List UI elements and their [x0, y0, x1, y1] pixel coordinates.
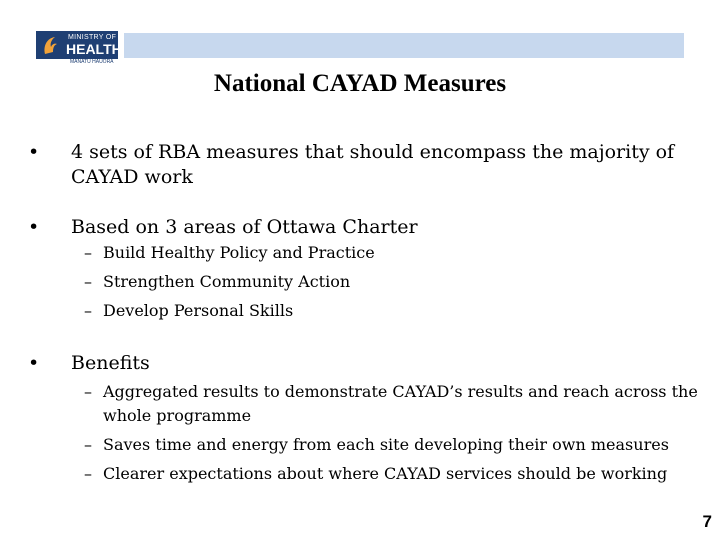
page-number: 7	[702, 512, 712, 531]
bullet-marker: •	[28, 352, 40, 374]
bullet-item	[28, 215, 708, 240]
logo-ministry-of: MINISTRY OF	[68, 34, 117, 41]
bullet-text: 4 sets of RBA measures that should encompass the majority of CAYAD work	[71, 141, 675, 188]
sub-bullet-text: Strengthen Community Action	[103, 272, 351, 291]
logo-subtitle: MANATŪ HAUORA	[70, 59, 114, 65]
sub-bullet-text: Clearer expectations about where CAYAD services should be working	[103, 464, 668, 483]
dash-marker: –	[84, 382, 92, 401]
slide-title: National CAYAD Measures	[213, 70, 507, 97]
dash-marker: –	[84, 272, 92, 291]
sub-bullet-text: Build Healthy Policy and Practice	[103, 243, 375, 262]
sub-bullet-item	[28, 241, 708, 265]
sub-bullet-item	[28, 433, 708, 457]
bullet-marker: •	[28, 216, 40, 238]
logo-health: HEALTH	[66, 41, 122, 57]
sub-bullet-text: Aggregated results to demonstrate CAYAD’s results and reach across the whole programme	[103, 382, 698, 425]
bullet-marker: •	[28, 141, 40, 163]
header-band	[124, 33, 684, 58]
sub-bullet-item	[28, 462, 708, 486]
slide-content	[28, 140, 708, 486]
sub-bullet-item	[28, 270, 708, 294]
dash-marker: –	[84, 435, 92, 454]
sub-bullet-item	[28, 380, 708, 428]
sub-bullet-text: Saves time and energy from each site developing their own measures	[103, 435, 669, 454]
bullet-item	[28, 351, 708, 376]
ministry-of-health-logo	[36, 31, 122, 59]
bullet-item	[28, 140, 708, 190]
dash-marker: –	[84, 243, 92, 262]
sub-bullet-item	[28, 299, 708, 323]
dash-marker: –	[84, 464, 92, 483]
dash-marker: –	[84, 301, 92, 320]
sub-bullet-text: Develop Personal Skills	[103, 301, 294, 320]
fern-koru-icon	[39, 34, 61, 56]
bullet-text: Benefits	[71, 352, 150, 374]
bullet-text: Based on 3 areas of Ottawa Charter	[71, 216, 418, 238]
